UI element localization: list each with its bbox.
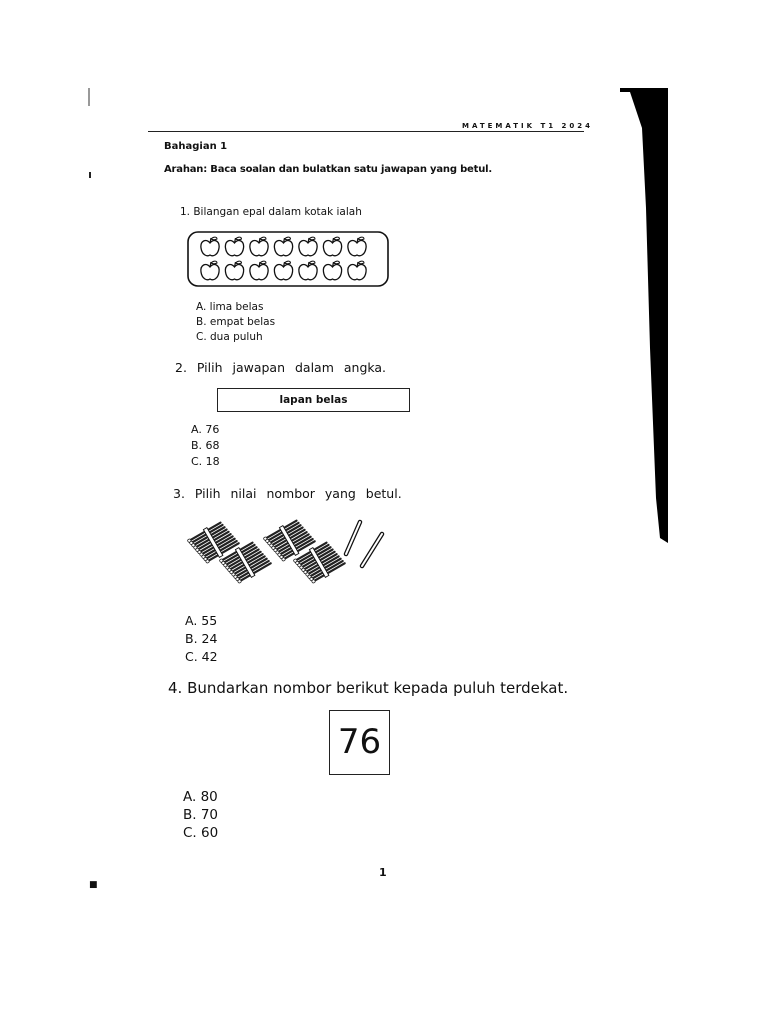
single-stick-icon [346, 522, 360, 554]
apple-icon [323, 237, 341, 256]
apple-icon [274, 261, 292, 280]
apple-icon [225, 261, 243, 280]
question-3: 3. Pilih nilai nombor yang betul. [173, 486, 402, 501]
apple-icon [250, 261, 268, 280]
apple-icon [323, 261, 341, 280]
scan-edge-shadow [620, 88, 668, 543]
q3-option-c: C. 42 [185, 649, 218, 664]
scan-mark [88, 88, 90, 106]
q1-option-a: A. lima belas [196, 301, 264, 313]
q2-option-c: C. 18 [191, 455, 220, 468]
q4-option-b: B. 70 [183, 807, 219, 823]
q3-option-b: B. 24 [185, 631, 218, 646]
section-title: Bahagian 1 [164, 141, 228, 152]
question-4: 4. Bundarkan nombor berikut kepada puluh terdekat. [168, 679, 569, 697]
q4-option-a: A. 80 [183, 789, 218, 805]
stick-bundle-icon [187, 518, 240, 567]
apple-icon [348, 261, 366, 280]
scan-smudge: ■ [89, 880, 98, 890]
q1-option-c: C. dua puluh [196, 331, 263, 343]
apple-icon [225, 237, 243, 256]
apple-icon [299, 261, 317, 280]
page-number: 1 [379, 866, 387, 879]
q1-option-b: B. empat belas [196, 316, 276, 328]
number-word-box: lapan belas [217, 388, 410, 412]
apple-box-icon [186, 230, 390, 288]
apple-icon [201, 237, 219, 256]
apple-icon [348, 237, 366, 256]
stick-bundle-icon [219, 538, 272, 587]
question-1: 1. Bilangan epal dalam kotak ialah [180, 206, 362, 218]
single-stick-icon [362, 534, 382, 566]
q2-option-a: A. 76 [191, 423, 220, 436]
q2-option-b: B. 68 [191, 439, 220, 452]
apple-icon [299, 237, 317, 256]
apple-icon [201, 261, 219, 280]
instructions: Arahan: Baca soalan dan bulatkan satu jawapan yang betul. [164, 164, 492, 175]
q4-option-c: C. 60 [183, 825, 219, 841]
apple-icon [274, 237, 292, 256]
q3-option-a: A. 55 [185, 613, 218, 628]
scan-mark [89, 172, 91, 178]
subject-header: MATEMATIK T1 2024 [462, 122, 594, 130]
number-box: 76 [329, 710, 390, 775]
sticks-bundle-icon [186, 512, 396, 597]
header-rule [148, 131, 584, 132]
apple-icon [250, 237, 268, 256]
question-2: 2. Pilih jawapan dalam angka. [175, 360, 387, 375]
